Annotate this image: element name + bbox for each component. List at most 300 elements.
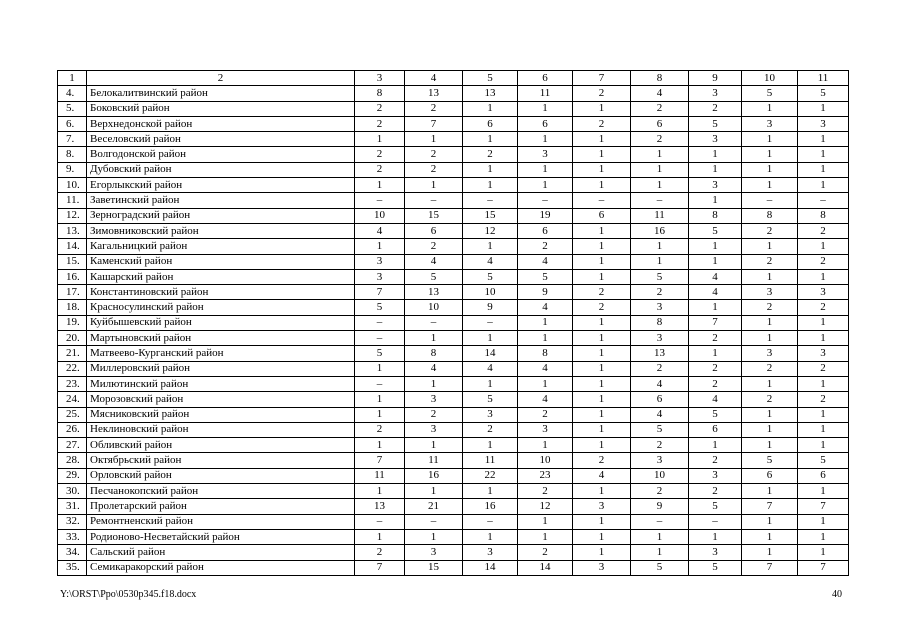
value-cell: 6: [742, 468, 798, 483]
value-cell: 1: [518, 376, 573, 391]
value-cell: 8: [355, 86, 405, 101]
row-number: 25.: [58, 407, 87, 422]
value-cell: 2: [631, 484, 689, 499]
value-cell: 1: [463, 484, 518, 499]
district-name: Ремонтненский район: [87, 514, 355, 529]
value-cell: –: [463, 193, 518, 208]
value-cell: 10: [518, 453, 573, 468]
header-cell: 8: [631, 71, 689, 86]
district-name: Заветинский район: [87, 193, 355, 208]
value-cell: 7: [355, 453, 405, 468]
value-cell: 2: [742, 392, 798, 407]
value-cell: 1: [742, 438, 798, 453]
value-cell: 1: [689, 346, 742, 361]
value-cell: 1: [798, 315, 849, 330]
value-cell: 2: [798, 392, 849, 407]
value-cell: 14: [463, 346, 518, 361]
value-cell: 1: [518, 101, 573, 116]
table-row: [58, 376, 849, 391]
row-number: 29.: [58, 468, 87, 483]
value-cell: 1: [742, 422, 798, 437]
table-row: [58, 392, 849, 407]
value-cell: 11: [463, 453, 518, 468]
value-cell: 1: [689, 438, 742, 453]
value-cell: 2: [355, 545, 405, 560]
value-cell: 2: [689, 453, 742, 468]
value-cell: 6: [689, 422, 742, 437]
value-cell: 5: [689, 499, 742, 514]
value-cell: 1: [742, 331, 798, 346]
row-number: 21.: [58, 346, 87, 361]
value-cell: 1: [742, 147, 798, 162]
header-cell: 7: [573, 71, 631, 86]
value-cell: 1: [405, 178, 463, 193]
table-row: [58, 178, 849, 193]
value-cell: 1: [518, 315, 573, 330]
value-cell: 6: [573, 208, 631, 223]
value-cell: 4: [463, 361, 518, 376]
value-cell: 4: [518, 361, 573, 376]
value-cell: 1: [689, 193, 742, 208]
value-cell: 7: [798, 560, 849, 575]
row-number: 8.: [58, 147, 87, 162]
district-name: Константиновский район: [87, 285, 355, 300]
value-cell: 3: [689, 545, 742, 560]
value-cell: 1: [573, 315, 631, 330]
value-cell: 8: [631, 315, 689, 330]
table-row: [58, 560, 849, 575]
value-cell: 1: [405, 529, 463, 544]
value-cell: 5: [405, 269, 463, 284]
value-cell: –: [355, 315, 405, 330]
value-cell: 1: [573, 484, 631, 499]
value-cell: 1: [742, 545, 798, 560]
value-cell: 13: [405, 86, 463, 101]
value-cell: 2: [631, 285, 689, 300]
value-cell: 2: [463, 147, 518, 162]
row-number: 32.: [58, 514, 87, 529]
value-cell: 2: [518, 239, 573, 254]
value-cell: 2: [798, 223, 849, 238]
value-cell: 1: [742, 514, 798, 529]
value-cell: 1: [463, 239, 518, 254]
value-cell: 1: [518, 132, 573, 147]
value-cell: 2: [355, 422, 405, 437]
value-cell: 1: [463, 132, 518, 147]
value-cell: 11: [355, 468, 405, 483]
value-cell: 5: [355, 300, 405, 315]
value-cell: –: [355, 514, 405, 529]
value-cell: 4: [573, 468, 631, 483]
row-number: 33.: [58, 529, 87, 544]
value-cell: 1: [573, 178, 631, 193]
value-cell: 2: [798, 254, 849, 269]
value-cell: 1: [518, 514, 573, 529]
value-cell: 11: [631, 208, 689, 223]
header-cell: 10: [742, 71, 798, 86]
value-cell: 1: [573, 223, 631, 238]
value-cell: 2: [405, 239, 463, 254]
value-cell: 1: [798, 162, 849, 177]
table-row: [58, 484, 849, 499]
value-cell: 3: [689, 132, 742, 147]
value-cell: 5: [631, 560, 689, 575]
value-cell: 5: [689, 116, 742, 131]
table-row: [58, 101, 849, 116]
value-cell: 3: [742, 346, 798, 361]
row-number: 14.: [58, 239, 87, 254]
value-cell: 4: [631, 86, 689, 101]
value-cell: 10: [405, 300, 463, 315]
value-cell: 1: [689, 300, 742, 315]
value-cell: 1: [405, 484, 463, 499]
value-cell: 2: [742, 361, 798, 376]
value-cell: 1: [689, 254, 742, 269]
table-row: [58, 361, 849, 376]
value-cell: 4: [405, 254, 463, 269]
value-cell: 5: [355, 346, 405, 361]
value-cell: 1: [573, 545, 631, 560]
row-number: 31.: [58, 499, 87, 514]
value-cell: 1: [463, 101, 518, 116]
value-cell: 13: [631, 346, 689, 361]
value-cell: 3: [405, 422, 463, 437]
value-cell: 5: [742, 86, 798, 101]
value-cell: 3: [742, 116, 798, 131]
value-cell: 6: [518, 223, 573, 238]
value-cell: 1: [355, 178, 405, 193]
row-number: 35.: [58, 560, 87, 575]
district-name: Неклиновский район: [87, 422, 355, 437]
value-cell: 2: [405, 162, 463, 177]
value-cell: 1: [355, 392, 405, 407]
value-cell: 1: [573, 147, 631, 162]
row-number: 9.: [58, 162, 87, 177]
row-number: 23.: [58, 376, 87, 391]
value-cell: 1: [689, 162, 742, 177]
value-cell: 8: [518, 346, 573, 361]
value-cell: 2: [742, 300, 798, 315]
value-cell: 1: [463, 162, 518, 177]
header-cell: 6: [518, 71, 573, 86]
value-cell: 5: [742, 453, 798, 468]
value-cell: 1: [463, 438, 518, 453]
value-cell: 1: [518, 438, 573, 453]
value-cell: 1: [355, 239, 405, 254]
value-cell: 2: [463, 422, 518, 437]
value-cell: 10: [631, 468, 689, 483]
value-cell: 3: [631, 453, 689, 468]
value-cell: 11: [405, 453, 463, 468]
value-cell: 1: [355, 407, 405, 422]
value-cell: 4: [631, 407, 689, 422]
value-cell: –: [355, 193, 405, 208]
value-cell: –: [518, 193, 573, 208]
value-cell: 1: [355, 529, 405, 544]
value-cell: 3: [689, 178, 742, 193]
value-cell: 1: [463, 178, 518, 193]
value-cell: 10: [463, 285, 518, 300]
value-cell: 1: [631, 147, 689, 162]
value-cell: 3: [355, 254, 405, 269]
value-cell: 1: [798, 376, 849, 391]
table-row: [58, 422, 849, 437]
value-cell: 2: [631, 132, 689, 147]
district-name: Красносулинский район: [87, 300, 355, 315]
district-name: Верхнедонской район: [87, 116, 355, 131]
value-cell: 13: [355, 499, 405, 514]
value-cell: 7: [798, 499, 849, 514]
value-cell: 3: [798, 116, 849, 131]
value-cell: 5: [689, 560, 742, 575]
row-number: 27.: [58, 438, 87, 453]
value-cell: 1: [631, 545, 689, 560]
value-cell: 4: [689, 269, 742, 284]
value-cell: 1: [742, 315, 798, 330]
table-row: [58, 86, 849, 101]
row-number: 11.: [58, 193, 87, 208]
value-cell: 1: [742, 101, 798, 116]
table-row: [58, 132, 849, 147]
value-cell: 12: [518, 499, 573, 514]
value-cell: 1: [742, 162, 798, 177]
row-number: 30.: [58, 484, 87, 499]
table-row: [58, 285, 849, 300]
value-cell: 2: [798, 361, 849, 376]
value-cell: 5: [689, 407, 742, 422]
value-cell: 1: [631, 254, 689, 269]
value-cell: 1: [631, 239, 689, 254]
value-cell: 4: [518, 254, 573, 269]
value-cell: 2: [518, 484, 573, 499]
value-cell: 8: [689, 208, 742, 223]
row-number: 15.: [58, 254, 87, 269]
value-cell: 16: [463, 499, 518, 514]
table-row: [58, 162, 849, 177]
table-row: [58, 193, 849, 208]
value-cell: –: [798, 193, 849, 208]
district-name: Миллеровский район: [87, 361, 355, 376]
value-cell: 1: [355, 484, 405, 499]
district-name: Веселовский район: [87, 132, 355, 147]
value-cell: –: [405, 193, 463, 208]
row-number: 20.: [58, 331, 87, 346]
value-cell: 6: [518, 116, 573, 131]
value-cell: 14: [518, 560, 573, 575]
value-cell: 12: [463, 223, 518, 238]
value-cell: 4: [355, 223, 405, 238]
value-cell: 1: [573, 407, 631, 422]
value-cell: 1: [518, 331, 573, 346]
value-cell: 1: [689, 529, 742, 544]
value-cell: 1: [573, 376, 631, 391]
value-cell: 7: [742, 560, 798, 575]
value-cell: 1: [742, 376, 798, 391]
value-cell: 1: [742, 407, 798, 422]
value-cell: 2: [405, 407, 463, 422]
value-cell: 1: [742, 529, 798, 544]
value-cell: 15: [463, 208, 518, 223]
table-row: [58, 254, 849, 269]
row-number: 18.: [58, 300, 87, 315]
value-cell: 2: [518, 545, 573, 560]
value-cell: 1: [798, 331, 849, 346]
district-name: Куйбышевский район: [87, 315, 355, 330]
value-cell: 4: [518, 392, 573, 407]
value-cell: 5: [798, 86, 849, 101]
value-cell: 2: [573, 116, 631, 131]
table-row: [58, 300, 849, 315]
value-cell: 1: [742, 178, 798, 193]
value-cell: 2: [742, 223, 798, 238]
value-cell: 1: [355, 132, 405, 147]
value-cell: 22: [463, 468, 518, 483]
value-cell: 3: [463, 407, 518, 422]
district-table: [57, 70, 849, 576]
value-cell: 13: [463, 86, 518, 101]
value-cell: 8: [798, 208, 849, 223]
row-number: 22.: [58, 361, 87, 376]
value-cell: 1: [405, 331, 463, 346]
value-cell: 4: [631, 376, 689, 391]
value-cell: 2: [355, 147, 405, 162]
table-row: [58, 315, 849, 330]
value-cell: 7: [689, 315, 742, 330]
value-cell: 2: [355, 162, 405, 177]
row-number: 7.: [58, 132, 87, 147]
row-number: 24.: [58, 392, 87, 407]
district-name: Орловский район: [87, 468, 355, 483]
header-cell: 11: [798, 71, 849, 86]
table-row: [58, 545, 849, 560]
value-cell: 5: [518, 269, 573, 284]
value-cell: 1: [573, 514, 631, 529]
value-cell: 1: [573, 254, 631, 269]
value-cell: 1: [573, 422, 631, 437]
value-cell: 2: [405, 147, 463, 162]
table-row: [58, 208, 849, 223]
row-number: 12.: [58, 208, 87, 223]
value-cell: 3: [518, 147, 573, 162]
value-cell: 1: [798, 269, 849, 284]
header-cell: 1: [58, 71, 87, 86]
value-cell: 3: [405, 545, 463, 560]
row-number: 19.: [58, 315, 87, 330]
value-cell: 1: [742, 269, 798, 284]
value-cell: 1: [798, 529, 849, 544]
value-cell: –: [463, 315, 518, 330]
value-cell: 3: [631, 331, 689, 346]
table-row: [58, 529, 849, 544]
value-cell: 7: [405, 116, 463, 131]
value-cell: 1: [573, 346, 631, 361]
value-cell: 3: [518, 422, 573, 437]
value-cell: 5: [798, 453, 849, 468]
district-name: Волгодонской район: [87, 147, 355, 162]
row-number: 16.: [58, 269, 87, 284]
value-cell: 11: [518, 86, 573, 101]
value-cell: 6: [405, 223, 463, 238]
value-cell: 1: [742, 239, 798, 254]
value-cell: 1: [631, 178, 689, 193]
district-name: Зерноградский район: [87, 208, 355, 223]
value-cell: 3: [689, 468, 742, 483]
value-cell: 1: [573, 361, 631, 376]
value-cell: 1: [573, 529, 631, 544]
value-cell: 1: [518, 178, 573, 193]
value-cell: 3: [798, 285, 849, 300]
page-number: 40: [832, 589, 842, 600]
table-row: [58, 269, 849, 284]
value-cell: 1: [742, 132, 798, 147]
value-cell: 1: [798, 132, 849, 147]
value-cell: 1: [798, 178, 849, 193]
value-cell: 4: [463, 254, 518, 269]
table-row: [58, 499, 849, 514]
row-number: 28.: [58, 453, 87, 468]
value-cell: 2: [573, 300, 631, 315]
value-cell: 3: [742, 285, 798, 300]
value-cell: 6: [463, 116, 518, 131]
document-path: Y:\ORST\Ppo\0530p345.f18.docx: [60, 589, 197, 600]
table-row: [58, 438, 849, 453]
value-cell: 2: [689, 331, 742, 346]
value-cell: 2: [405, 101, 463, 116]
district-name: Песчанокопский район: [87, 484, 355, 499]
value-cell: 14: [463, 560, 518, 575]
value-cell: 19: [518, 208, 573, 223]
value-cell: 8: [742, 208, 798, 223]
value-cell: 2: [631, 361, 689, 376]
table-row: [58, 223, 849, 238]
value-cell: 4: [405, 361, 463, 376]
district-name: Октябрьский район: [87, 453, 355, 468]
value-cell: 2: [689, 484, 742, 499]
value-cell: 1: [573, 331, 631, 346]
value-cell: 6: [631, 392, 689, 407]
value-cell: 1: [798, 101, 849, 116]
value-cell: 4: [689, 285, 742, 300]
row-number: 34.: [58, 545, 87, 560]
value-cell: 7: [355, 285, 405, 300]
value-cell: 3: [355, 269, 405, 284]
value-cell: –: [355, 331, 405, 346]
value-cell: 2: [573, 285, 631, 300]
value-cell: 3: [573, 499, 631, 514]
value-cell: 1: [463, 331, 518, 346]
value-cell: 1: [573, 132, 631, 147]
district-name: Матвеево-Курганский район: [87, 346, 355, 361]
value-cell: –: [631, 514, 689, 529]
value-cell: 6: [798, 468, 849, 483]
value-cell: 1: [798, 407, 849, 422]
header-cell: 4: [405, 71, 463, 86]
value-cell: 1: [405, 376, 463, 391]
value-cell: 1: [573, 269, 631, 284]
value-cell: –: [463, 514, 518, 529]
value-cell: –: [573, 193, 631, 208]
value-cell: 3: [631, 300, 689, 315]
district-name: Зимовниковский район: [87, 223, 355, 238]
value-cell: 1: [798, 545, 849, 560]
district-name: Кашарский район: [87, 269, 355, 284]
value-cell: 3: [573, 560, 631, 575]
value-cell: 7: [742, 499, 798, 514]
value-cell: 7: [355, 560, 405, 575]
value-cell: 2: [742, 254, 798, 269]
value-cell: –: [355, 376, 405, 391]
value-cell: 2: [689, 376, 742, 391]
